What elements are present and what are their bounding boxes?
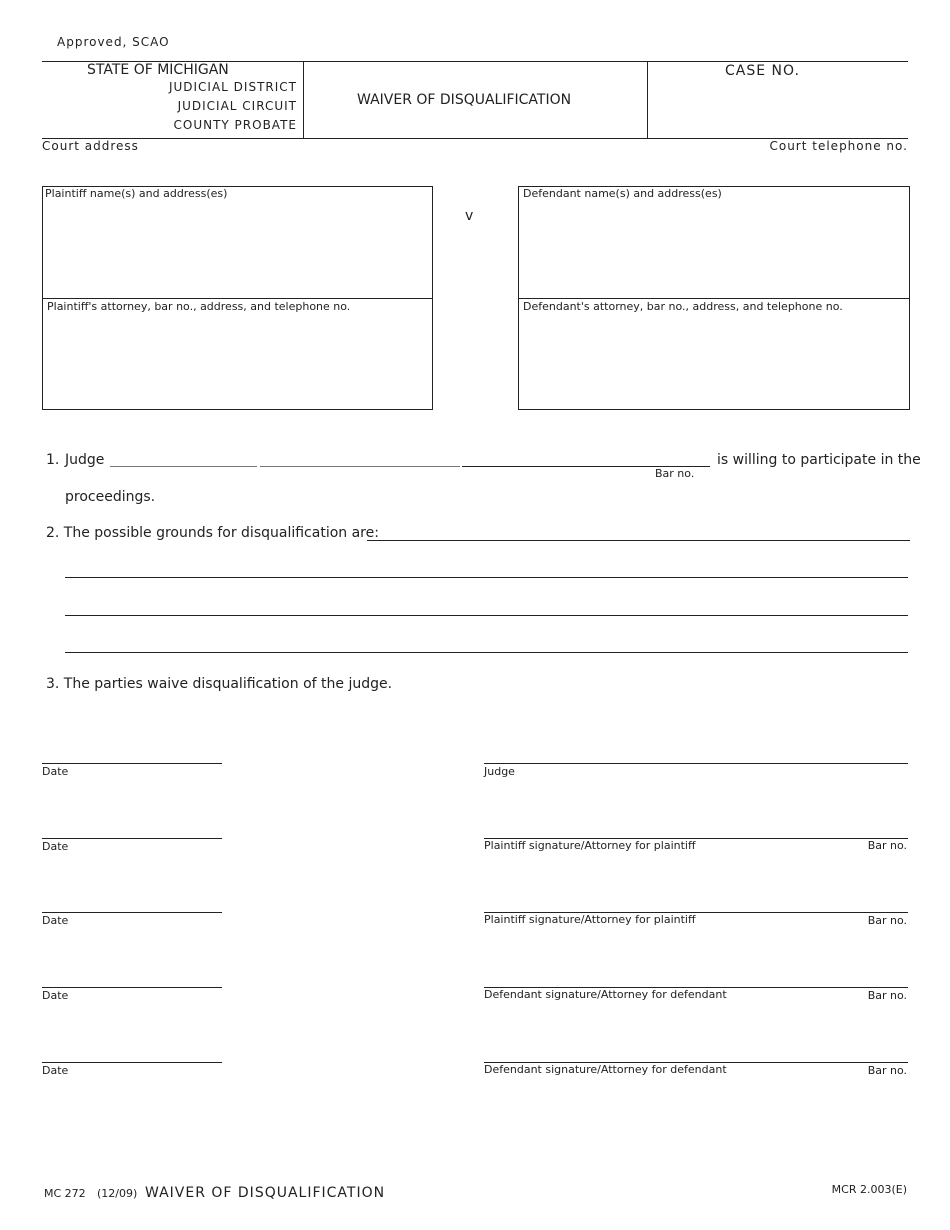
defendant-box-divider <box>518 298 910 299</box>
item1-suffix: is willing to participate in the <box>717 452 921 468</box>
judge-name-field-2[interactable] <box>260 466 460 467</box>
court-address-label: Court address <box>42 139 139 153</box>
versus-label: v <box>465 208 474 224</box>
plaintiff-box-divider <box>42 298 433 299</box>
footer-form-number: MC 272 <box>44 1187 86 1200</box>
grounds-line-4[interactable] <box>65 652 908 653</box>
header-divider-left <box>303 61 304 138</box>
defendant-attorney-label: Defendant's attorney, bar no., address, and telephone no. <box>523 300 843 313</box>
footer-rule: MCR 2.003(E) <box>831 1183 907 1196</box>
footer-revision: (12/09) <box>97 1187 138 1200</box>
grounds-line-1[interactable] <box>367 540 910 541</box>
date-label: Date <box>42 914 69 927</box>
item2-text: 2. The possible grounds for disqualification are: <box>46 525 379 541</box>
item1-judge-label: Judge <box>65 452 105 468</box>
bar-no-label: Bar no. <box>867 1064 907 1077</box>
case-no-label: CASE NO. <box>725 63 800 79</box>
grounds-line-2[interactable] <box>65 577 908 578</box>
header-divider-right <box>647 61 648 138</box>
judge-name-field-1[interactable] <box>110 466 257 467</box>
court-type-probate: COUNTY PROBATE <box>173 118 297 132</box>
plaintiff-attorney-label: Plaintiff's attorney, bar no., address, and telephone no. <box>47 300 351 313</box>
date-label: Date <box>42 765 69 778</box>
signature-label: Defendant signature/Attorney for defendant <box>484 1063 727 1076</box>
judge-signature-field[interactable] <box>484 763 908 764</box>
signature-label: Judge <box>484 765 515 778</box>
date-label: Date <box>42 989 69 1002</box>
defendant-label: Defendant name(s) and address(es) <box>523 187 722 200</box>
state-name: STATE OF MICHIGAN <box>87 62 229 78</box>
date-label: Date <box>42 840 69 853</box>
item1-bar-no-label: Bar no. <box>655 467 695 480</box>
signature-label: Defendant signature/Attorney for defendant <box>484 988 727 1001</box>
date-label: Date <box>42 1064 69 1077</box>
item1-number: 1. <box>46 452 60 468</box>
plaintiff-label: Plaintiff name(s) and address(es) <box>45 187 228 200</box>
signature-label: Plaintiff signature/Attorney for plaintiff <box>484 913 696 926</box>
bar-no-label: Bar no. <box>867 989 907 1002</box>
court-telephone-label: Court telephone no. <box>769 139 908 153</box>
form-title: WAIVER OF DISQUALIFICATION <box>357 92 572 108</box>
date-field[interactable] <box>42 912 222 913</box>
court-type-district: JUDICIAL DISTRICT <box>168 80 297 94</box>
date-field[interactable] <box>42 987 222 988</box>
date-field[interactable] <box>42 763 222 764</box>
bar-no-label: Bar no. <box>867 839 907 852</box>
item1-continuation: proceedings. <box>65 489 156 505</box>
grounds-line-3[interactable] <box>65 615 908 616</box>
signature-label: Plaintiff signature/Attorney for plaintiff <box>484 839 696 852</box>
court-type-circuit: JUDICIAL CIRCUIT <box>177 99 297 113</box>
date-field[interactable] <box>42 838 222 839</box>
footer-title: WAIVER OF DISQUALIFICATION <box>145 1185 386 1201</box>
item3-text: 3. The parties waive disqualification of the judge. <box>46 676 393 692</box>
date-field[interactable] <box>42 1062 222 1063</box>
approval-note: Approved, SCAO <box>57 35 170 49</box>
bar-no-label: Bar no. <box>867 914 907 927</box>
